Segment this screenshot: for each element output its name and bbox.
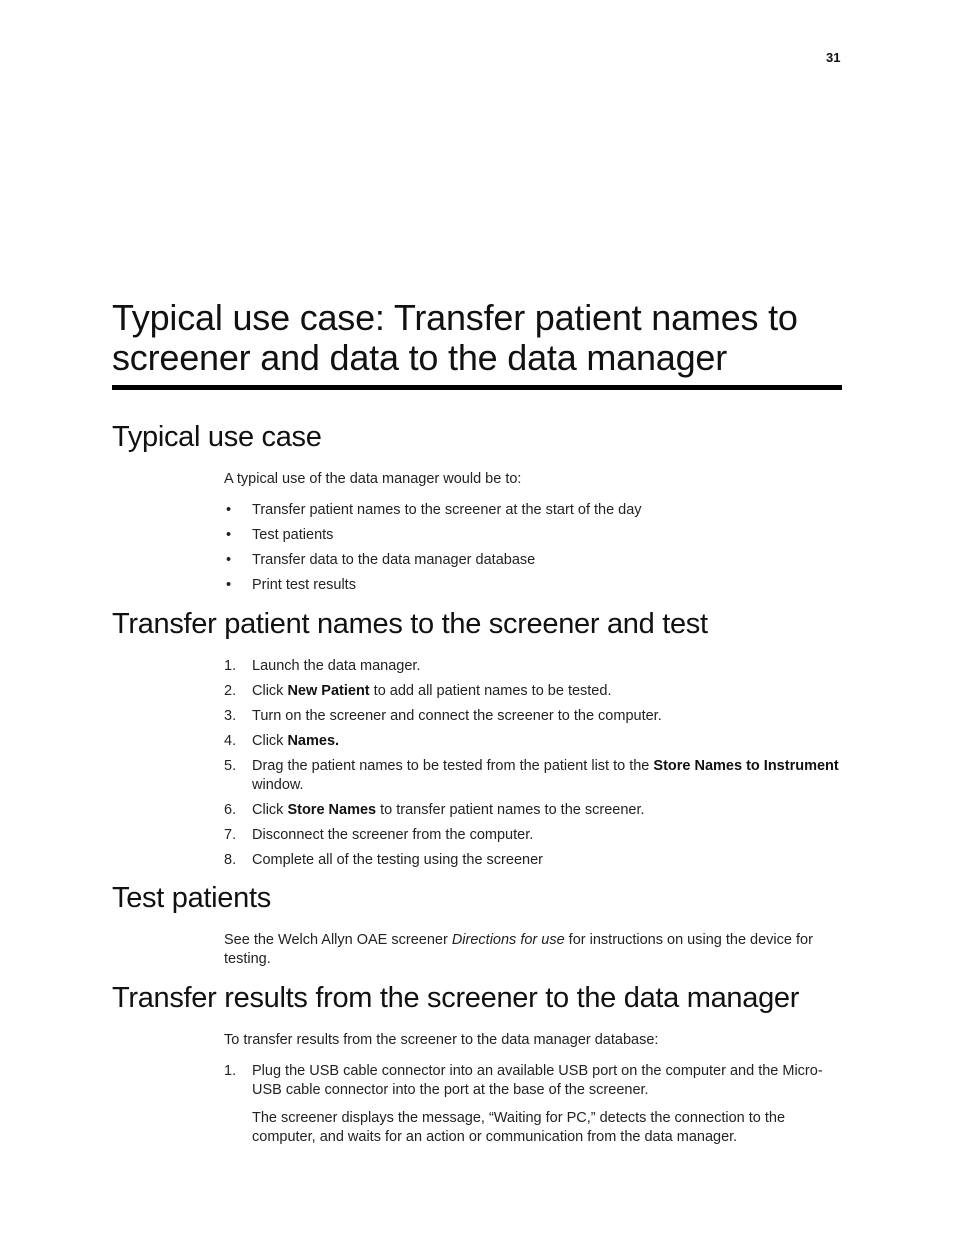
heading-transfer-names: Transfer patient names to the screener and test [112, 608, 708, 640]
step-text-pre: Drag the patient names to be tested from the patient list to the [252, 758, 654, 774]
list-item [224, 682, 844, 701]
step-number: 3. [224, 708, 237, 724]
list-item-text: Transfer patient names to the screener at the start of the day [252, 502, 642, 518]
step-text-bold: New Patient [287, 683, 370, 699]
step-text-post: window. [252, 777, 304, 793]
step-text-post: to add all patient names to be tested. [369, 683, 612, 699]
step-number: 8. [224, 852, 237, 868]
page-number: 31 [826, 50, 841, 65]
bullet-marker: • [226, 577, 232, 593]
list-item [224, 657, 844, 676]
typical-use-intro: A typical use of the data manager would be to: [224, 471, 522, 487]
step-number: 4. [224, 733, 237, 749]
step-note: The screener displays the message, “Waiting for PC,” detects the connection to the computer, and waits for an action or communication from the data manager. [252, 1110, 786, 1145]
transfer-names-steps [224, 657, 844, 870]
test-patients-paragraph [224, 931, 844, 969]
list-item-text: Transfer data to the data manager database [252, 552, 536, 568]
list-item [224, 732, 844, 751]
step-text-bold: Names. [287, 733, 340, 749]
step-text: Turn on the screener and connect the screener to the computer. [252, 708, 662, 724]
step-text-pre: Click [252, 802, 288, 818]
step-text-bold: Store Names [287, 802, 377, 818]
step-text: Complete all of the testing using the screener [252, 852, 543, 868]
heading-test-patients: Test patients [112, 882, 271, 914]
list-item [224, 1062, 844, 1147]
chapter-title [112, 298, 852, 378]
step-number: 2. [224, 683, 237, 699]
bullet-marker: • [226, 527, 232, 543]
list-item [224, 851, 844, 870]
list-item [224, 551, 844, 570]
list-item [224, 526, 844, 545]
list-item [224, 757, 844, 795]
step-text-bold: Store Names to Instrument [653, 758, 839, 774]
step-text: Launch the data manager. [252, 658, 421, 674]
step-text-post: to transfer patient names to the screener. [376, 802, 645, 818]
typical-use-bullet-list [224, 501, 844, 595]
list-item [224, 576, 844, 595]
chapter-title-line-2: screener and data to the data manager [112, 337, 728, 378]
list-item-text: Print test results [252, 577, 356, 593]
list-item-text: Test patients [252, 527, 334, 543]
list-item [224, 826, 844, 845]
step-number: 6. [224, 802, 237, 818]
step-number: 1. [224, 658, 237, 674]
transfer-results-steps [224, 1062, 844, 1147]
test-text-pre: See the Welch Allyn OAE screener [224, 932, 452, 948]
chapter-title-rule [112, 385, 842, 390]
step-text: Disconnect the screener from the computer. [252, 827, 534, 843]
step-text: Plug the USB cable connector into an available USB port on the computer and the Micro-USB cable connector into the port at the base of the screener. [252, 1063, 823, 1098]
bullet-marker: • [226, 552, 232, 568]
step-text-pre: Click [252, 683, 288, 699]
heading-typical-use-case: Typical use case [112, 421, 322, 453]
test-text-post: for instructions on using the device for testing. [224, 932, 813, 967]
bullet-marker: • [226, 502, 232, 518]
directions-for-use-title: Directions for use [451, 932, 565, 948]
list-item [224, 801, 844, 820]
step-number: 5. [224, 758, 237, 774]
step-text-pre: Click [252, 733, 288, 749]
heading-transfer-results: Transfer results from the screener to the data manager [112, 982, 800, 1014]
step-number: 1. [224, 1063, 237, 1079]
chapter-title-line-1: Typical use case: Transfer patient names to [112, 297, 798, 338]
transfer-results-intro: To transfer results from the screener to the data manager database: [224, 1032, 659, 1048]
list-item [224, 501, 844, 520]
list-item [224, 707, 844, 726]
step-number: 7. [224, 827, 237, 843]
